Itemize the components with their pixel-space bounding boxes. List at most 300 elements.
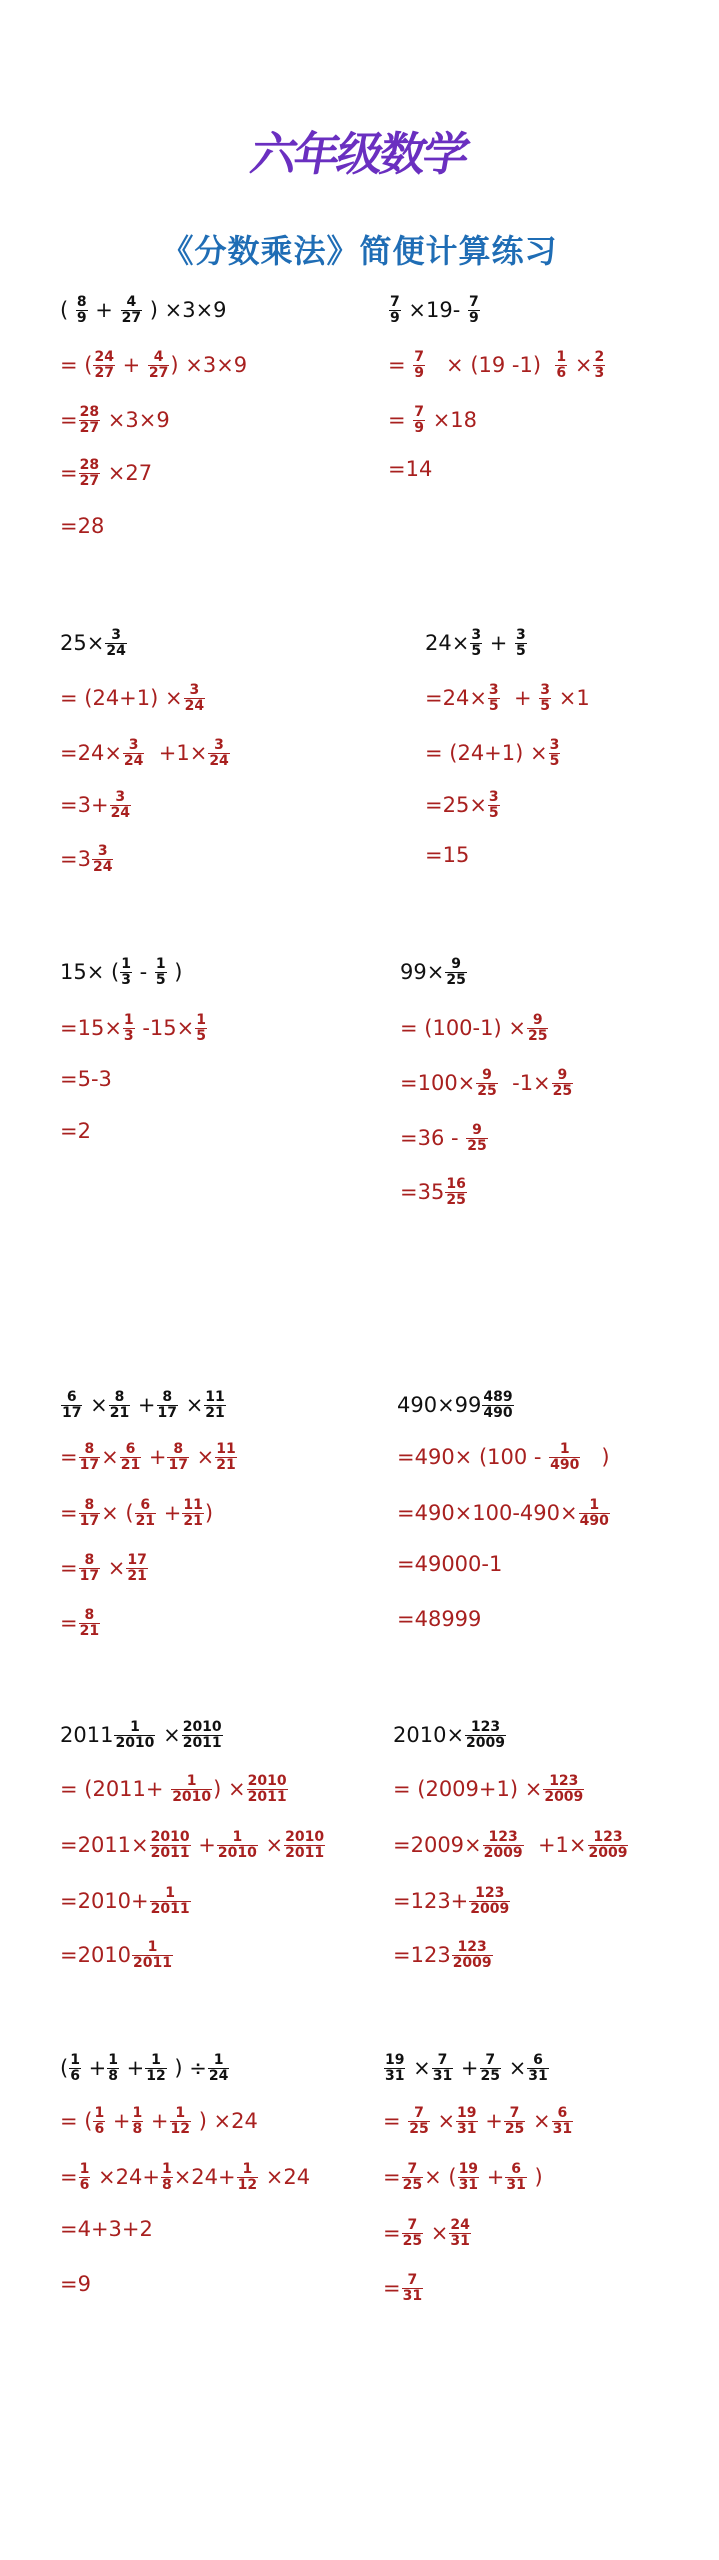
expression-text: = (383, 2275, 401, 2300)
expression-text: = (388, 407, 413, 432)
expression-text: 15× ( (60, 959, 120, 984)
expression-text: =123+ (393, 1888, 469, 1913)
solution-step (60, 2162, 310, 2192)
numerator: 1 (232, 1829, 243, 1845)
denominator: 24 (106, 642, 126, 659)
solution-step (60, 1013, 208, 1043)
expression-text: +1× (524, 1832, 587, 1857)
fraction (155, 957, 167, 987)
fraction (483, 1830, 524, 1860)
numerator: 1 (589, 1497, 600, 1513)
expression-text: ) ×24 (192, 2108, 258, 2133)
solution-step (60, 844, 114, 874)
solution-step (383, 2106, 574, 2136)
expression-text: = (60, 1444, 78, 1469)
expression-text: = (100-1) × (400, 1015, 526, 1040)
fraction (170, 2106, 191, 2136)
fraction (145, 2053, 166, 2083)
numerator: 24 (450, 2217, 470, 2233)
fraction (413, 350, 425, 380)
fraction (505, 2162, 526, 2192)
denominator: 24 (184, 697, 205, 714)
denominator: 25 (402, 2232, 423, 2249)
fraction (247, 1774, 288, 1804)
expression-text: ×24+ (173, 2164, 236, 2189)
denominator: 21 (216, 1456, 236, 1473)
expression-text: ×19- (401, 297, 467, 322)
expression-text: = ( (60, 352, 93, 377)
fraction (470, 628, 482, 658)
grade-title: 六年级数学 (246, 127, 472, 181)
numerator: 1 (242, 2161, 253, 2177)
numerator: 9 (472, 1122, 482, 1138)
expression-text: 490×99 (397, 1392, 482, 1417)
fraction (79, 1442, 100, 1472)
fraction (452, 1940, 493, 1970)
numerator: 6 (533, 2052, 543, 2068)
denominator: 24 (123, 752, 144, 769)
numerator: 1 (123, 1012, 134, 1028)
problem-question (388, 295, 481, 325)
numerator: 8 (114, 1389, 125, 1405)
numerator: 9 (557, 1067, 568, 1083)
fraction (384, 2053, 405, 2083)
denominator: 2009 (544, 1788, 584, 1805)
numerator: 11 (216, 1441, 236, 1457)
fraction (204, 1390, 225, 1420)
fraction (482, 1390, 513, 1420)
solution-step (425, 844, 469, 866)
fraction (182, 1720, 223, 1750)
denominator: 5 (488, 697, 499, 714)
fraction (120, 1442, 141, 1472)
expression-text: = (60, 1555, 78, 1580)
expression-text: =490× (100 - (397, 1444, 549, 1469)
fraction (402, 2162, 423, 2192)
numerator: 8 (173, 1441, 184, 1457)
denominator: 6 (556, 364, 567, 381)
denominator: 31 (506, 2176, 526, 2193)
denominator: 2010 (217, 1844, 257, 1861)
denominator: 8 (132, 2120, 143, 2137)
solution-step (383, 2218, 472, 2248)
numerator: 19 (457, 2105, 477, 2121)
denominator: 6 (70, 2067, 80, 2084)
denominator: 5 (540, 697, 551, 714)
denominator: 21 (135, 1512, 156, 1529)
numerator: 3 (214, 737, 224, 753)
denominator: 25 (402, 2176, 423, 2193)
fraction (150, 1886, 191, 1916)
problem-question (400, 957, 468, 987)
denominator: 490 (579, 1512, 609, 1529)
expression-text: =2010+ (60, 1888, 149, 1913)
numerator: 123 (457, 1939, 487, 1955)
expression-text: ×18 (426, 407, 478, 432)
expression-text: ) (527, 2164, 543, 2189)
numerator: 8 (84, 1497, 95, 1513)
denominator: 490 (483, 1404, 513, 1421)
fraction (161, 2162, 173, 2192)
denominator: 12 (170, 2120, 191, 2137)
solution-step (425, 790, 501, 820)
expression-text: =3+ (60, 792, 109, 817)
denominator: 27 (94, 364, 114, 381)
fraction (114, 1720, 155, 1750)
numerator: 17 (127, 1552, 147, 1568)
denominator: 21 (127, 1567, 147, 1584)
denominator: 2009 (470, 1900, 510, 1917)
expression-text: ) ×3×9 (170, 352, 248, 377)
numerator: 1 (213, 2052, 224, 2068)
expression-text: + (480, 2164, 505, 2189)
fraction (79, 1608, 100, 1638)
numerator: 24 (94, 349, 114, 365)
fraction (208, 738, 229, 768)
denominator: 24 (110, 804, 131, 821)
numerator: 7 (414, 349, 425, 365)
numerator: 3 (540, 682, 551, 698)
fraction (79, 2162, 91, 2192)
solution-step (60, 458, 152, 488)
numerator: 28 (79, 457, 100, 473)
fraction (284, 1830, 325, 1860)
denominator: 2011 (150, 1900, 190, 1917)
fraction (593, 350, 605, 380)
expression-text: 2010× (393, 1722, 465, 1747)
denominator: 27 (79, 472, 100, 489)
numerator: 8 (84, 1607, 95, 1623)
expression-text: + (81, 2055, 107, 2080)
solution-step (383, 2273, 424, 2303)
expression-text: × (526, 2108, 551, 2133)
numerator: 2010 (247, 1773, 287, 1789)
denominator: 17 (79, 1512, 100, 1529)
numerator: 1 (559, 1441, 570, 1457)
fraction (432, 2053, 453, 2083)
expression-text: 2011 (60, 1722, 114, 1747)
numerator: 1 (130, 1719, 140, 1735)
denominator: 21 (109, 1404, 130, 1421)
denominator: 9 (414, 419, 425, 436)
numerator: 2010 (285, 1829, 325, 1845)
expression-text: + (483, 630, 515, 655)
fraction (468, 295, 480, 325)
solution-step (425, 738, 561, 768)
numerator: 1 (132, 2105, 143, 2121)
numerator: 7 (414, 2105, 424, 2121)
solution-step (60, 1553, 149, 1583)
problem-question (425, 628, 528, 658)
fraction (107, 2053, 119, 2083)
denominator: 25 (467, 1137, 487, 1154)
denominator: 8 (161, 2176, 172, 2193)
denominator: 21 (205, 1404, 225, 1421)
fraction (402, 2218, 423, 2248)
denominator: 2011 (182, 1734, 222, 1751)
expression-text: × (179, 1392, 204, 1417)
expression-text: =49000-1 (397, 1551, 503, 1576)
denominator: 3 (594, 364, 605, 381)
fraction (476, 1068, 497, 1098)
fraction (132, 1940, 173, 1970)
solution-step (60, 405, 170, 435)
solution-step (400, 1177, 468, 1207)
numerator: 11 (183, 1497, 203, 1513)
solution-step (60, 1498, 213, 1528)
fraction (488, 683, 500, 713)
expression-text: ×24 (259, 2164, 311, 2189)
denominator: 27 (121, 309, 142, 326)
numerator: 1 (161, 2161, 172, 2177)
solution-step (425, 683, 590, 713)
numerator: 123 (549, 1773, 579, 1789)
fraction (121, 295, 142, 325)
solution-step (393, 1940, 494, 1970)
denominator: 17 (79, 1456, 100, 1473)
solution-step (397, 1498, 611, 1528)
numerator: 9 (532, 1012, 543, 1028)
solution-step (60, 683, 206, 713)
worksheet-subtitle: 《分数乘法》简便计算练习 (161, 232, 558, 270)
expression-text: + (478, 2108, 503, 2133)
expression-text: =2 (60, 1118, 91, 1143)
denominator: 17 (157, 1404, 178, 1421)
denominator: 12 (146, 2067, 166, 2084)
denominator: 9 (390, 309, 400, 326)
expression-text: × (101, 1444, 119, 1469)
denominator: 31 (528, 2067, 548, 2084)
denominator: 5 (471, 642, 482, 659)
numerator: 6 (557, 2105, 568, 2121)
denominator: 5 (196, 1027, 206, 1044)
expression-text: × (19 -1) (426, 352, 555, 377)
expression-text: = (24+1) × (425, 740, 548, 765)
denominator: 25 (527, 1027, 548, 1044)
problem-question (60, 2053, 230, 2083)
numerator: 11 (205, 1389, 225, 1405)
solution-step (60, 1774, 289, 1804)
numerator: 9 (451, 956, 461, 972)
expression-text: =48999 (397, 1606, 482, 1631)
fraction (76, 295, 88, 325)
numerator: 4 (153, 349, 164, 365)
numerator: 123 (475, 1885, 505, 1901)
solution-step (60, 1940, 174, 1970)
fraction (208, 2053, 229, 2083)
expression-text: 99× (400, 959, 445, 984)
expression-text: × (156, 1722, 181, 1747)
solution-step (400, 1013, 549, 1043)
expression-text: =24× (60, 740, 122, 765)
fraction (579, 1498, 610, 1528)
solution-step (397, 1442, 610, 1472)
numerator: 1 (155, 956, 166, 972)
expression-text: =9 (60, 2271, 91, 2296)
denominator: 25 (552, 1082, 573, 1099)
solution-step (60, 1608, 101, 1638)
solution-step (393, 1886, 511, 1916)
fraction (126, 1553, 147, 1583)
fraction (123, 1013, 135, 1043)
fraction (93, 2106, 105, 2136)
expression-text: -1× (498, 1070, 551, 1095)
numerator: 1 (556, 349, 567, 365)
numerator: 3 (97, 843, 108, 859)
expression-text: + (191, 1832, 216, 1857)
fraction (549, 1442, 580, 1472)
expression-text: 25× (60, 630, 105, 655)
fraction (413, 405, 425, 435)
denominator: 17 (168, 1456, 188, 1473)
numerator: 1 (121, 956, 131, 972)
expression-text: ×1 (552, 685, 590, 710)
solution-step (397, 1608, 481, 1630)
numerator: 6 (511, 2161, 521, 2177)
expression-text: =2009× (393, 1832, 482, 1857)
problem-question (393, 1720, 507, 1750)
expression-text: + (500, 685, 539, 710)
expression-text: 24× (425, 630, 470, 655)
fraction (148, 350, 169, 380)
expression-text: =100× (400, 1070, 476, 1095)
fraction (184, 683, 205, 713)
denominator: 2011 (133, 1954, 173, 1971)
fraction (215, 1442, 236, 1472)
fraction (458, 2162, 479, 2192)
expression-text: =15 (425, 842, 470, 867)
denominator: 17 (79, 1567, 100, 1584)
denominator: 31 (402, 2287, 423, 2304)
fraction (543, 1774, 584, 1804)
expression-text: × ( (101, 1500, 134, 1525)
denominator: 12 (237, 2176, 258, 2193)
numerator: 3 (471, 627, 482, 643)
fraction (109, 1390, 130, 1420)
numerator: 123 (470, 1719, 501, 1735)
expression-text: ) (204, 1500, 214, 1525)
solution-step (60, 790, 132, 820)
denominator: 25 (446, 971, 466, 988)
fraction (539, 683, 551, 713)
denominator: 3 (123, 1027, 134, 1044)
expression-text: -15× (135, 1015, 195, 1040)
solution-step (393, 1830, 629, 1860)
fraction (466, 1123, 487, 1153)
solution-step (60, 350, 247, 380)
expression-text: = (60, 1500, 78, 1525)
expression-text: + (157, 1500, 182, 1525)
numerator: 8 (84, 1441, 95, 1457)
problem-question (60, 628, 128, 658)
denominator: 24 (92, 858, 113, 875)
numerator: 7 (437, 2052, 448, 2068)
expression-text: × (101, 1555, 126, 1580)
numerator: 7 (407, 2217, 418, 2233)
solution-step (60, 1120, 91, 1142)
solution-step (388, 405, 477, 435)
expression-text: =14 (388, 456, 433, 481)
denominator: 5 (516, 642, 526, 659)
denominator: 31 (457, 2120, 477, 2137)
expression-text: × (406, 2055, 431, 2080)
fraction (123, 738, 144, 768)
numerator: 6 (125, 1441, 136, 1457)
expression-text: + (106, 2108, 131, 2133)
expression-text: = (383, 2108, 408, 2133)
solution-step (60, 2106, 258, 2136)
fraction (389, 295, 401, 325)
numerator: 1 (151, 2052, 161, 2068)
fraction (465, 1720, 506, 1750)
expression-text: + (119, 2055, 145, 2080)
denominator: 24 (208, 2067, 229, 2084)
solution-step (397, 1553, 502, 1575)
expression-text: ( (60, 297, 75, 322)
expression-text: ×3×9 (101, 407, 170, 432)
expression-text: =3 (60, 846, 91, 871)
denominator: 21 (120, 1456, 141, 1473)
denominator: 6 (94, 2120, 105, 2137)
solution-step (400, 1123, 489, 1153)
denominator: 25 (480, 2067, 501, 2084)
denominator: 9 (414, 364, 425, 381)
denominator: 31 (552, 2120, 573, 2137)
expression-text: × (424, 2220, 449, 2245)
expression-text: + (115, 352, 147, 377)
denominator: 27 (79, 419, 100, 436)
solution-step (60, 1068, 112, 1090)
solution-step (383, 2162, 543, 2192)
numerator: 489 (483, 1389, 513, 1405)
fraction (445, 957, 466, 987)
expression-text: × (189, 1444, 215, 1469)
expression-text: =36 - (400, 1125, 466, 1150)
numerator: 1 (165, 1885, 175, 1901)
expression-text: × (258, 1832, 284, 1857)
numerator: 19 (458, 2161, 479, 2177)
fraction (552, 2106, 573, 2136)
expression-text: × (83, 1392, 108, 1417)
numerator: 8 (84, 1552, 95, 1568)
fraction (549, 738, 561, 768)
expression-text: = (383, 2164, 401, 2189)
fraction (217, 1830, 258, 1860)
expression-text: =25× (425, 792, 487, 817)
expression-text: =15× (60, 1015, 122, 1040)
denominator: 2009 (588, 1844, 628, 1861)
fraction (150, 1830, 191, 1860)
expression-text: = (60, 1610, 78, 1635)
expression-text: ) ×3×9 (143, 297, 227, 322)
expression-text: =2010 (60, 1942, 132, 1967)
fraction (504, 2106, 525, 2136)
expression-text: =2011× (60, 1832, 149, 1857)
numerator: 3 (128, 737, 139, 753)
expression-text: + (88, 297, 120, 322)
numerator: 1 (79, 2161, 90, 2177)
expression-text: × (502, 2055, 527, 2080)
numerator: 19 (385, 2052, 405, 2068)
denominator: 31 (385, 2067, 405, 2084)
fraction (79, 1498, 100, 1528)
denominator: 9 (469, 309, 479, 326)
fraction (157, 1390, 178, 1420)
expression-text: ×27 (101, 460, 153, 485)
fraction (69, 2053, 81, 2083)
expression-text: = (60, 460, 78, 485)
expression-text: ×24+ (91, 2164, 160, 2189)
